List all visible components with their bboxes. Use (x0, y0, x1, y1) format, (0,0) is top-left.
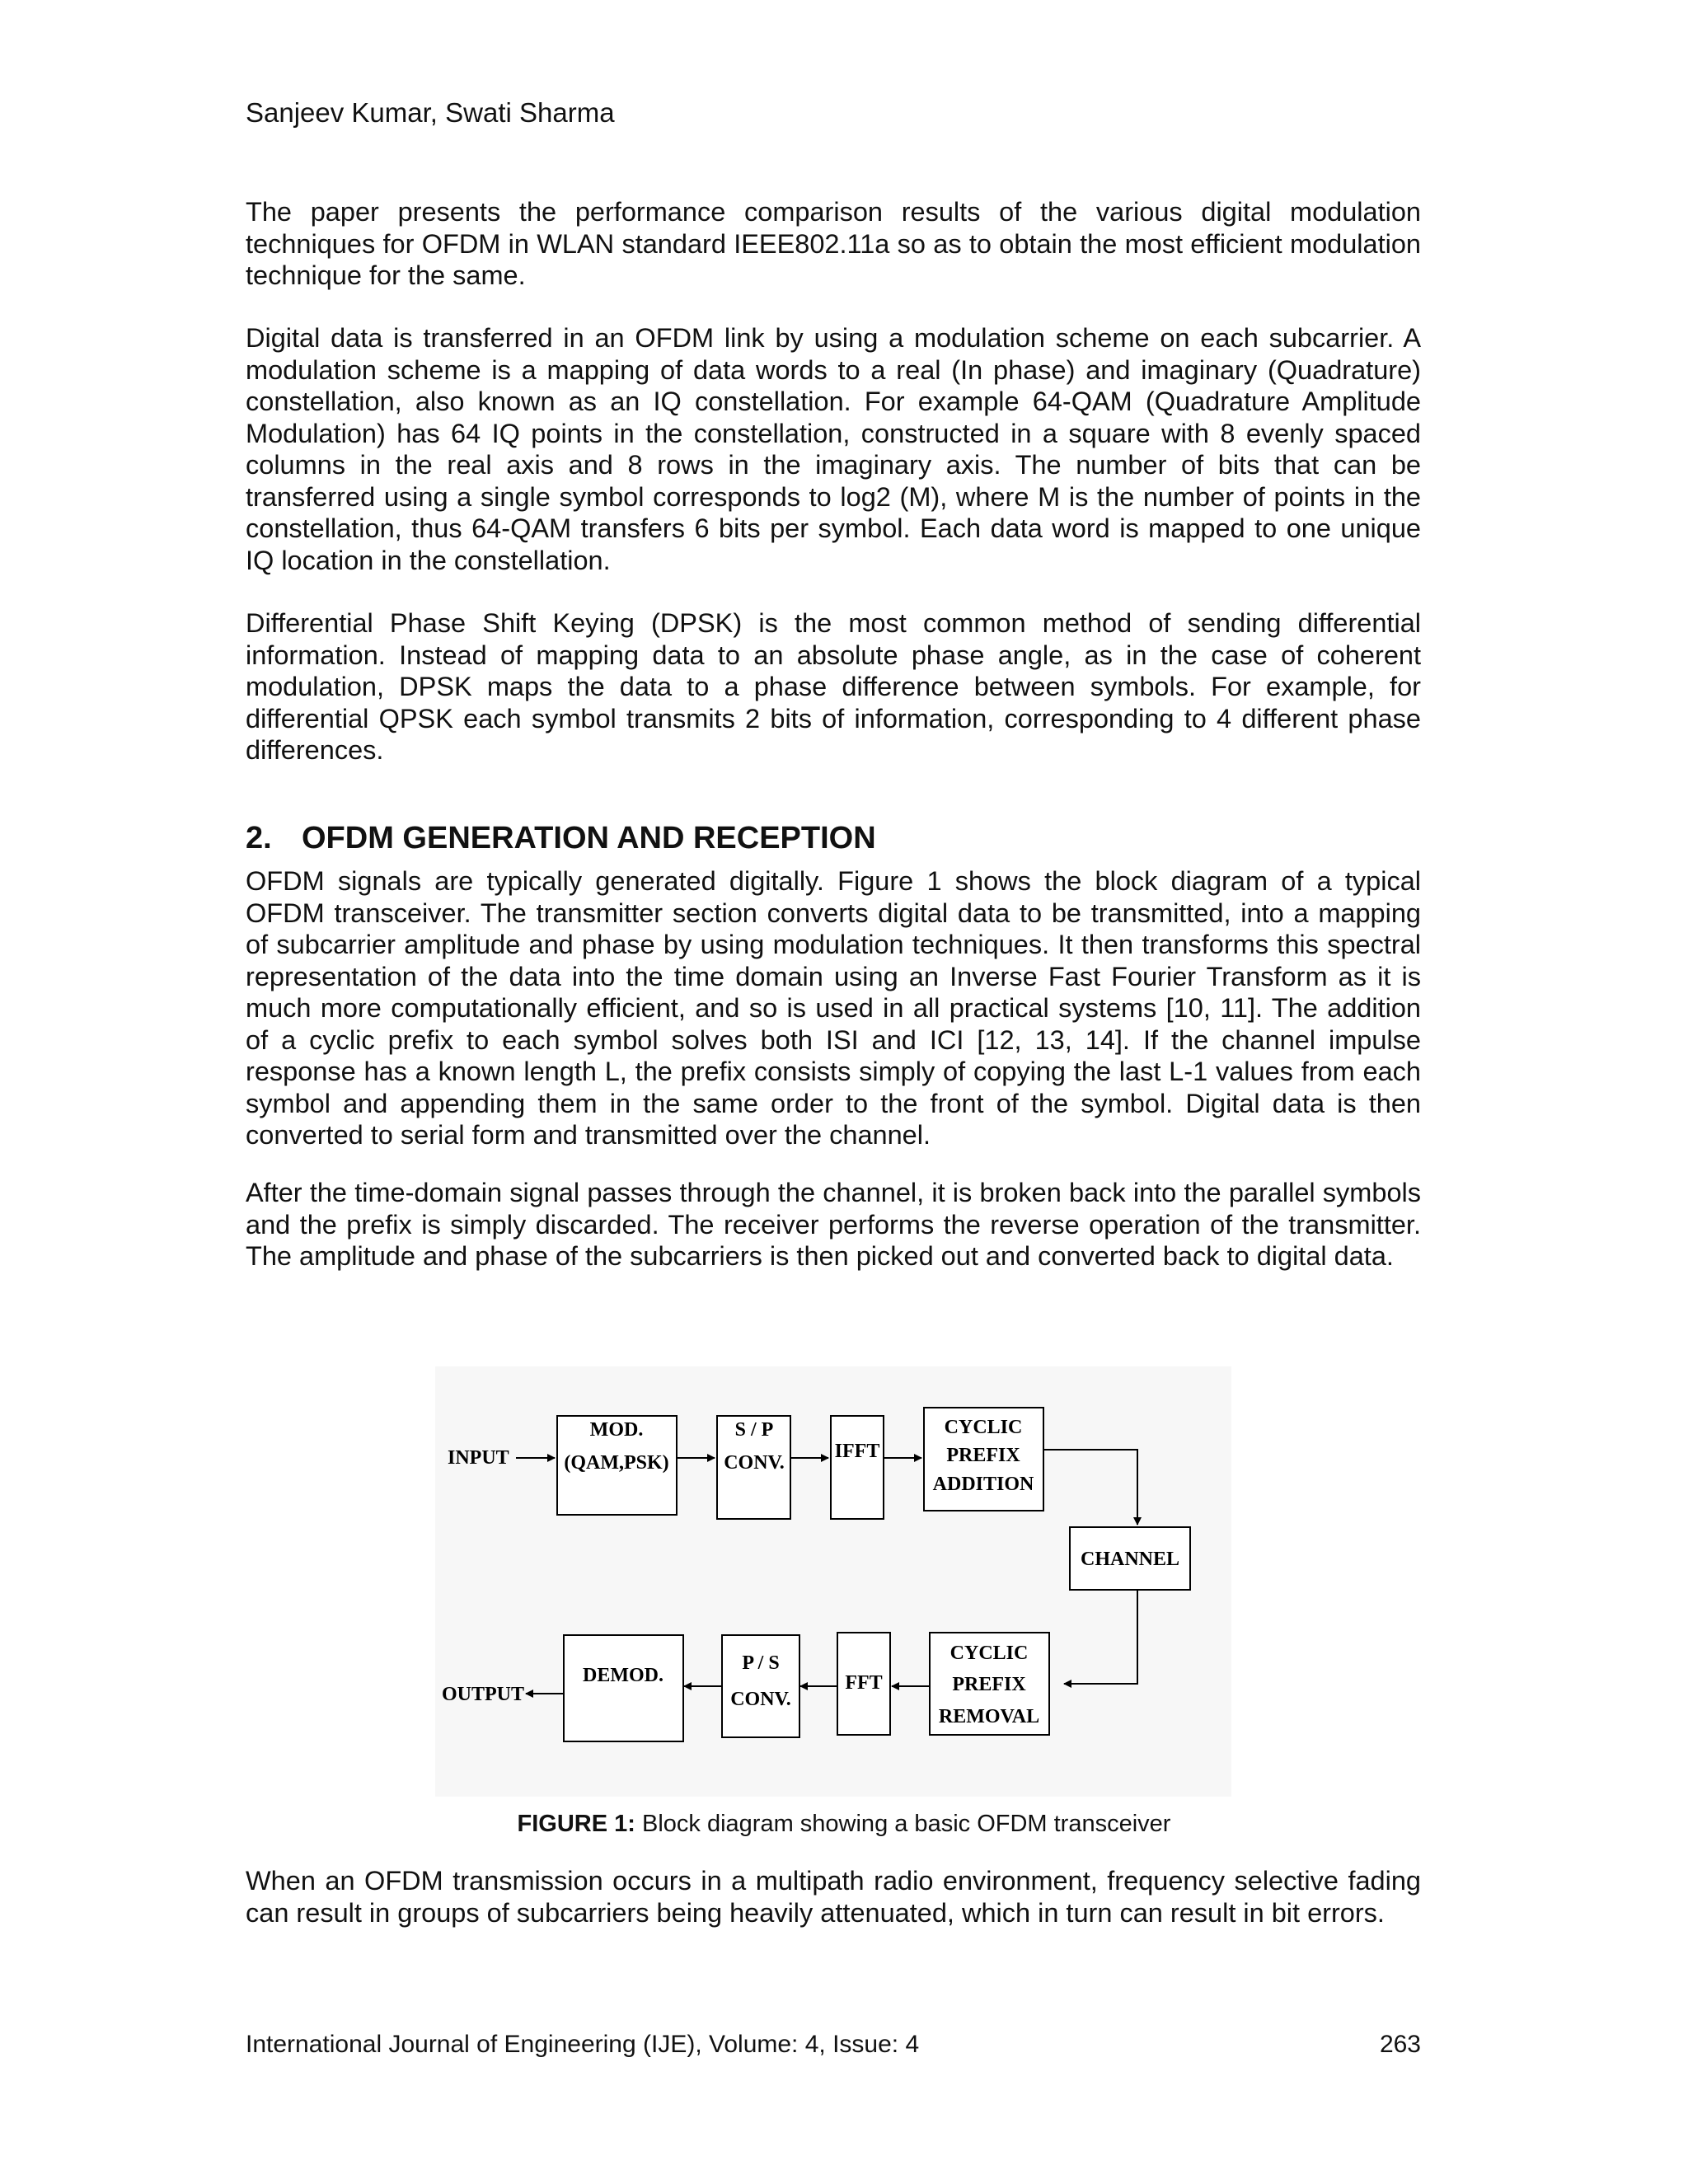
arrow-channel-to-cp-rem (1064, 1590, 1137, 1684)
mod-block-line-1: MOD. (589, 1419, 644, 1441)
running-header: Sanjeev Kumar, Swati Sharma (246, 97, 615, 128)
body-paragraph-2: Digital data is transferred in an OFDM link by using a modulation scheme on each subcarrier. A modulation scheme is a mapping of data words to a real (In phase) and imaginary (Quadrature) constellation, also known as an IQ constellation. For example 64-QAM (Quadrature Amplitude Modulation) has 64 IQ points in the constellation, constructed in a square with 8 evenly spaced columns in the real axis and 8 rows in the imaginary axis. The number of bits that can be transferred using a single symbol corresponds to log2 (M), where M is the number of points in the constellation, thus 64-QAM transfers 6 bits per symbol. Each data word is mapped to one unique IQ location in the constellation. (246, 323, 1421, 575)
cp-rem-line-3: REMOVAL (938, 1706, 1040, 1727)
demod-label: DEMOD. (583, 1665, 663, 1686)
fft-label: FFT (845, 1672, 883, 1694)
input-label: INPUT (448, 1447, 509, 1469)
mod-block-line-2: (QAM,PSK) (564, 1452, 669, 1474)
cyclic-prefix-addition-block (924, 1408, 1043, 1511)
figure-caption-label: FIGURE 1: (517, 1811, 635, 1837)
ps-conv-line-1: P / S (742, 1652, 780, 1674)
block-diagram-figure (435, 1366, 1231, 1797)
sp-conv-block (717, 1416, 790, 1519)
ps-conv-line-2: CONV. (730, 1689, 791, 1710)
cp-add-line-3: ADDITION (932, 1474, 1034, 1495)
demod-block (564, 1635, 683, 1741)
footer-journal: International Journal of Engineering (IJE), Volume: 4, Issue: 4 (246, 2031, 920, 2058)
cp-add-line-2: PREFIX (946, 1445, 1020, 1466)
cyclic-prefix-removal-block (930, 1633, 1049, 1735)
cp-add-line-1: CYCLIC (944, 1417, 1023, 1438)
figure-caption (0, 1811, 1688, 1838)
sp-conv-line-2: CONV. (724, 1452, 785, 1474)
section-number: 2. (246, 821, 272, 855)
body-paragraph-1: The paper presents the performance comparison results of the various digital modulation techniques for OFDM in WLAN standard IEEE802.11a so as to obtain the most efficient modulation technique for the same. (246, 197, 1421, 290)
section-heading (246, 821, 876, 856)
ps-conv-block (722, 1635, 799, 1737)
channel-block (1070, 1527, 1190, 1590)
output-label: OUTPUT (442, 1684, 525, 1705)
closing-paragraph: When an OFDM transmission occurs in a multipath radio environment, frequency selective fading can result in groups of subcarriers being heavily attenuated, which in turn can result in bit errors. (246, 1866, 1421, 1928)
arrow-cp-add-to-channel (1043, 1450, 1137, 1525)
fft-block (837, 1633, 890, 1735)
ifft-block (831, 1416, 884, 1519)
mod-block (557, 1416, 677, 1515)
body-paragraph-3: Differential Phase Shift Keying (DPSK) is the most common method of sending differential information. Instead of mapping data to an absolute phase angle, as in the case of coherent modulation, DPSK maps the data to a phase difference between symbols. For example, for differential QPSK each symbol transmits 2 bits of information, corresponding to 4 different phase differences. (246, 608, 1421, 765)
sp-conv-line-1: S / P (734, 1419, 774, 1441)
figure-caption-text: Block diagram showing a basic OFDM transceiver (635, 1811, 1171, 1837)
cp-rem-line-1: CYCLIC (950, 1643, 1029, 1664)
ifft-label: IFFT (834, 1441, 880, 1462)
cp-rem-line-2: PREFIX (952, 1674, 1026, 1695)
channel-label: CHANNEL (1080, 1549, 1180, 1570)
section-paragraph-2: After the time-domain signal passes through the channel, it is broken back into the parallel symbols and the prefix is simply discarded. The receiver performs the reverse operation of the transmitter. The amplitude and phase of the subcarriers is then picked out and converted back to digital data. (246, 1178, 1421, 1271)
block-diagram (435, 1366, 1231, 1797)
page-number: 263 (1379, 2031, 1421, 2058)
section-title: OFDM GENERATION AND RECEPTION (302, 821, 876, 855)
section-paragraph-1: OFDM signals are typically generated digitally. Figure 1 shows the block diagram of a typical OFDM transceiver. The transmitter section converts digital data to be transmitted, into a mapping of subcarrier amplitude and phase by using modulation techniques. It then transforms this spectral representation of the data into the time domain using an Inverse Fast Fourier Transform as it is much more computationally efficient, and so is used in all practical systems [10, 11]. The addition of a cyclic prefix to each symbol solves both ISI and ICI [12, 13, 14]. If the channel impulse response has a known length L, the prefix consists simply of copying the last L-1 values from each symbol and appending them in the same order to the front of the symbol. Digital data is then converted to serial form and transmitted over the channel. (246, 866, 1421, 1150)
